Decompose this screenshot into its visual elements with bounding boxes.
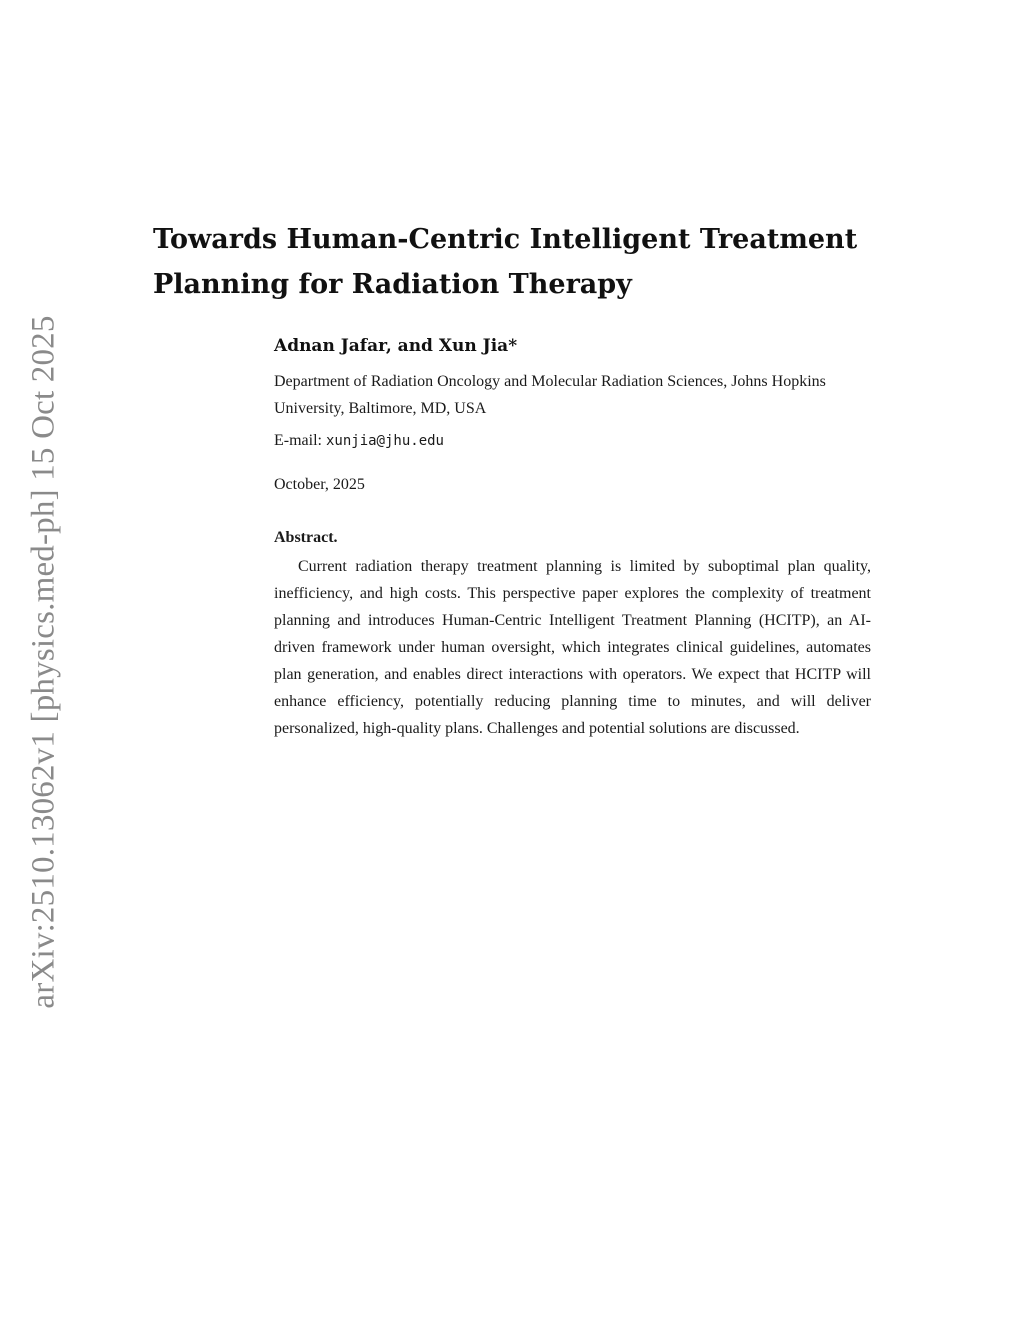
arxiv-identifier-stamp: arXiv:2510.13062v1 [physics.med-ph] 15 Oct 2025 bbox=[25, 315, 62, 1009]
paper-title: Towards Human-Centric Intelligent Treatment Planning for Radiation Therapy bbox=[153, 224, 858, 300]
abstract-text: Current radiation therapy treatment planning is limited by suboptimal plan quality, inefficiency, and high costs. This perspective paper explores the complexity of treatment planning and introduces Human-Centric Intelligent Treatment Planning (HCITP), an AI-driven framework under human oversight, which integrates clinical guidelines, automates plan generation, and enables direct interactions with operators. We expect that HCITP will enhance efficiency, potentially reducing planning time to minutes, and will deliver personalized, high-quality plans. Challenges and potential solutions are discussed. bbox=[274, 558, 871, 737]
publication-date: October, 2025 bbox=[274, 476, 365, 493]
author-affiliation: Department of Radiation Oncology and Molecular Radiation Sciences, Johns Hopkins University, Baltimore, MD, USA bbox=[274, 373, 826, 417]
email-label: E-mail: bbox=[274, 432, 322, 449]
author-list: Adnan Jafar, and Xun Jia* bbox=[274, 336, 518, 356]
email-address: xunjia@jhu.edu bbox=[325, 433, 444, 449]
contact-email-line bbox=[274, 432, 444, 450]
abstract-heading: Abstract. bbox=[274, 529, 338, 546]
